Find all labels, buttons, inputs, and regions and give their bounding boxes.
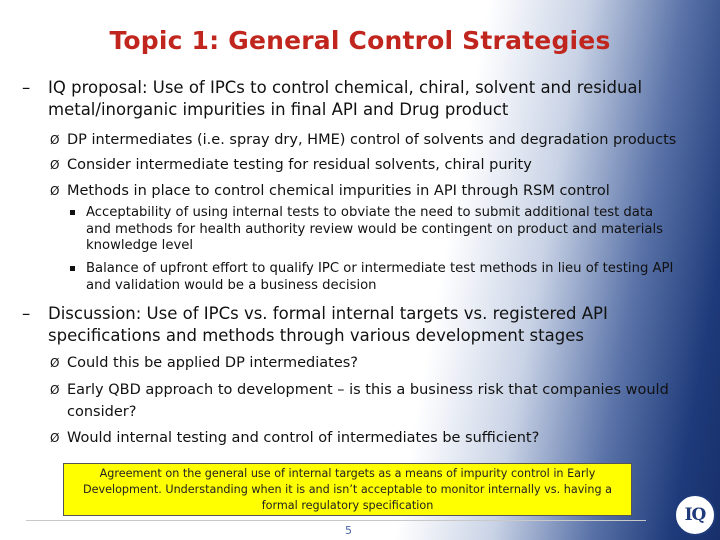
- dash-bullet: –: [22, 304, 31, 323]
- arrow-bullet-icon: Ø: [50, 356, 60, 370]
- iq-logo: [674, 494, 716, 536]
- arrow-bullet-icon: Ø: [50, 431, 60, 445]
- square-bullet-icon: [70, 210, 75, 215]
- sub-sub-bullet-text: Balance of upfront effort to qualify IPC or intermediate test methods in lieu of testing API and validation would be a business decision: [86, 261, 674, 293]
- arrow-bullet-icon: Ø: [50, 184, 60, 198]
- bullet-discussion: [22, 303, 678, 347]
- agreement-callout-box: Agreement on the general use of internal targets as a means of impurity control in Early Development. Understanding when it is and isn’t acceptable to monitor internally vs. having a formal regulatory specification: [63, 463, 632, 516]
- dash-bullet: –: [22, 78, 31, 97]
- sub-bullet-internal-testing: [50, 427, 539, 449]
- arrow-bullet-icon: Ø: [50, 158, 60, 172]
- sub-bullet-dp-intermediates: [50, 129, 676, 151]
- sub-bullet-text: Would internal testing and control of intermediates be sufficient?: [67, 430, 540, 446]
- sub-bullet-text: Consider intermediate testing for residual solvents, chiral purity: [67, 157, 532, 173]
- sub-bullet-methods-in-place: [50, 180, 610, 202]
- sub-sub-bullet-acceptability: [70, 205, 680, 255]
- iq-logo-text: IQ: [684, 505, 706, 525]
- sub-bullet-text: Could this be applied DP intermediates?: [67, 355, 358, 371]
- sub-bullet-text: Methods in place to control chemical impurities in API through RSM control: [67, 183, 610, 199]
- arrow-bullet-icon: Ø: [50, 133, 60, 147]
- footer-divider: [26, 520, 646, 521]
- sub-sub-bullet-text: Acceptability of using internal tests to obviate the need to submit additional test data and methods for health authority review would be contingent on product and materials knowledge level: [86, 205, 663, 253]
- sub-bullet-text: Early QBD approach to development – is this a business risk that companies would consider?: [67, 382, 669, 420]
- sub-bullet-early-qbd: [50, 379, 670, 423]
- bullet-text: IQ proposal: Use of IPCs to control chemical, chiral, solvent and residual metal/inorganic impurities in final API and Drug product: [48, 78, 643, 119]
- sub-bullet-dp-intermediates-question: [50, 352, 358, 374]
- bullet-iq-proposal: [22, 77, 678, 121]
- arrow-bullet-icon: Ø: [50, 383, 60, 397]
- sub-bullet-intermediate-testing: [50, 154, 532, 176]
- sub-bullet-text: DP intermediates (i.e. spray dry, HME) control of solvents and degradation products: [67, 132, 677, 148]
- page-number: 5: [345, 524, 352, 537]
- slide-title: Topic 1: General Control Strategies: [109, 26, 611, 55]
- square-bullet-icon: [70, 266, 75, 271]
- bullet-text: Discussion: Use of IPCs vs. formal internal targets vs. registered API specifications and methods through various development stages: [48, 304, 608, 345]
- sub-sub-bullet-balance: [70, 261, 680, 294]
